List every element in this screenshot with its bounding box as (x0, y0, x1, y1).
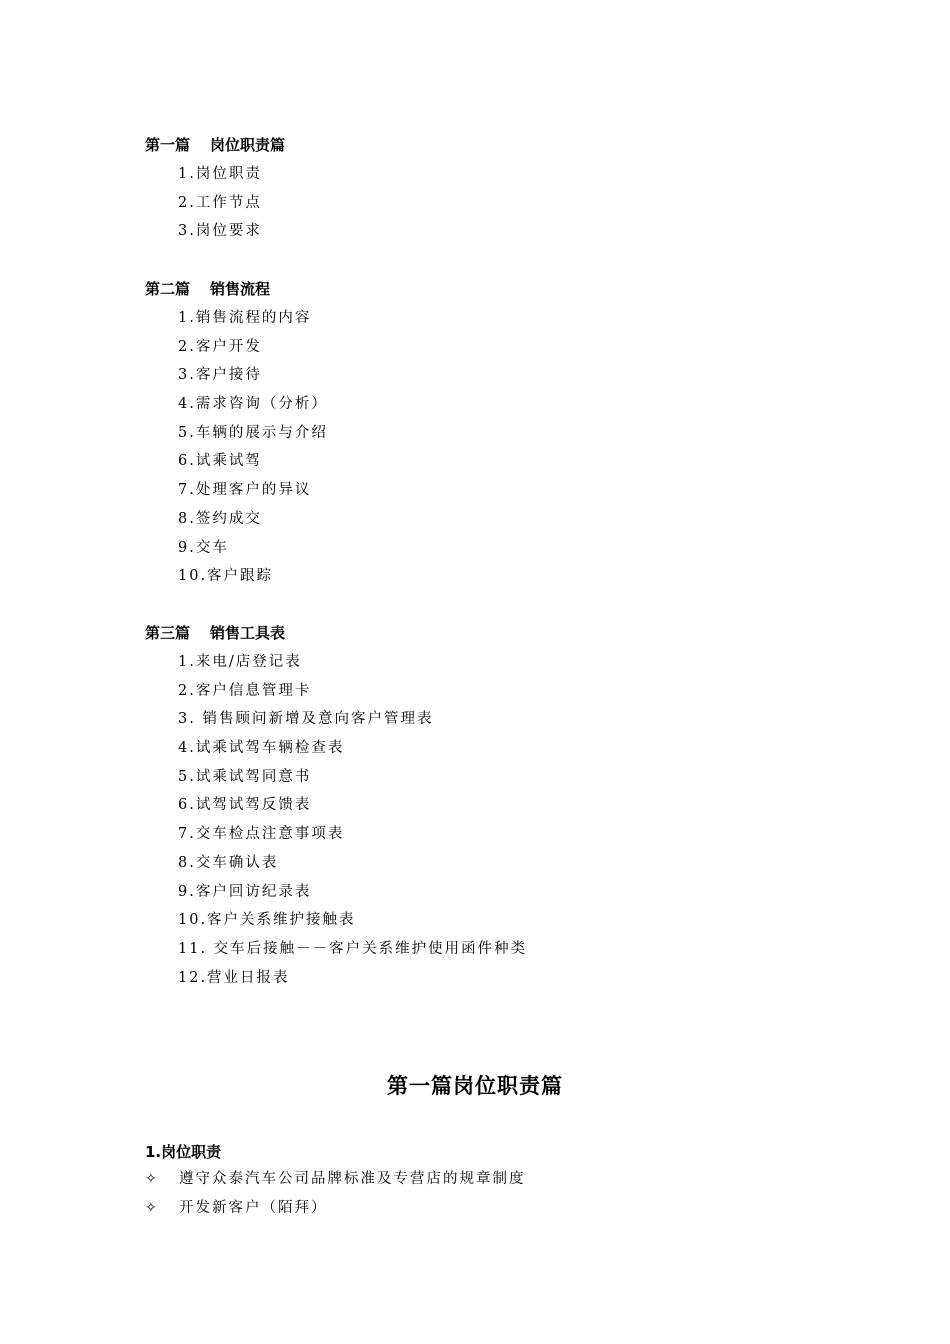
toc-list (145, 304, 845, 591)
toc-item: 6.试驾试驾反馈表 (178, 797, 312, 814)
toc-list (145, 160, 845, 246)
toc-item: 12.营业日报表 (178, 969, 290, 986)
section-number: 第一篇 (145, 136, 191, 154)
toc-list (145, 648, 845, 992)
toc-item: 4.试乘试驾车辆检查表 (178, 740, 345, 757)
toc-section-2 (145, 275, 845, 591)
toc-item: 7.交车检点注意事项表 (178, 826, 345, 843)
section-number: 第三篇 (145, 624, 191, 642)
section-subheading: 1.岗位职责 (145, 1143, 222, 1161)
toc-item: 10.客户跟踪 (178, 568, 274, 585)
toc-item: 10.客户关系维护接触表 (178, 912, 356, 929)
section-heading (145, 619, 845, 648)
toc-item: 11. 交车后接触－－客户关系维护使用函件种类 (178, 940, 528, 957)
duty-bullet-list (145, 1165, 526, 1223)
toc-item: 3.客户接待 (178, 367, 262, 384)
toc-item: 3.岗位要求 (178, 223, 262, 240)
toc-item: 1.销售流程的内容 (178, 310, 312, 326)
diamond-icon: ✧ (145, 1171, 157, 1187)
toc-item: 9.客户回访纪录表 (178, 883, 312, 900)
list-item-text: 遵守众泰汽车公司品牌标准及专营店的规章制度 (179, 1171, 526, 1187)
toc-item: 1.岗位职责 (178, 166, 262, 182)
toc-section-1 (145, 131, 845, 246)
toc-item: 9.交车 (178, 539, 229, 556)
section-title: 销售工具表 (210, 624, 286, 642)
section-heading (145, 275, 845, 304)
chapter-title: 第一篇岗位职责篇 (387, 1074, 563, 1098)
toc-item: 8.签约成交 (178, 510, 262, 527)
toc-item: 5.试乘试驾同意书 (178, 768, 312, 785)
toc-item: 8.交车确认表 (178, 854, 279, 871)
section-title: 销售流程 (210, 280, 271, 298)
list-item (145, 1194, 526, 1223)
section-title: 岗位职责篇 (210, 136, 286, 154)
toc-item: 7.处理客户的异议 (178, 482, 312, 499)
toc-item: 6.试乘试驾 (178, 453, 262, 470)
toc-item: 2.客户开发 (178, 338, 262, 355)
toc-item: 1.来电/店登记表 (178, 654, 302, 670)
diamond-icon: ✧ (145, 1200, 157, 1216)
list-item-text: 开发新客户（陌拜） (179, 1200, 328, 1216)
toc-item: 3. 销售顾问新增及意向客户管理表 (178, 711, 434, 728)
toc-section-3 (145, 619, 845, 992)
section-number: 第二篇 (145, 280, 191, 298)
section-heading (145, 131, 845, 160)
toc-item: 4.需求咨询（分析） (178, 396, 328, 413)
list-item (145, 1165, 526, 1194)
toc-item: 5.车辆的展示与介绍 (178, 424, 328, 441)
toc-item: 2.客户信息管理卡 (178, 682, 312, 699)
toc-item: 2.工作节点 (178, 194, 262, 211)
